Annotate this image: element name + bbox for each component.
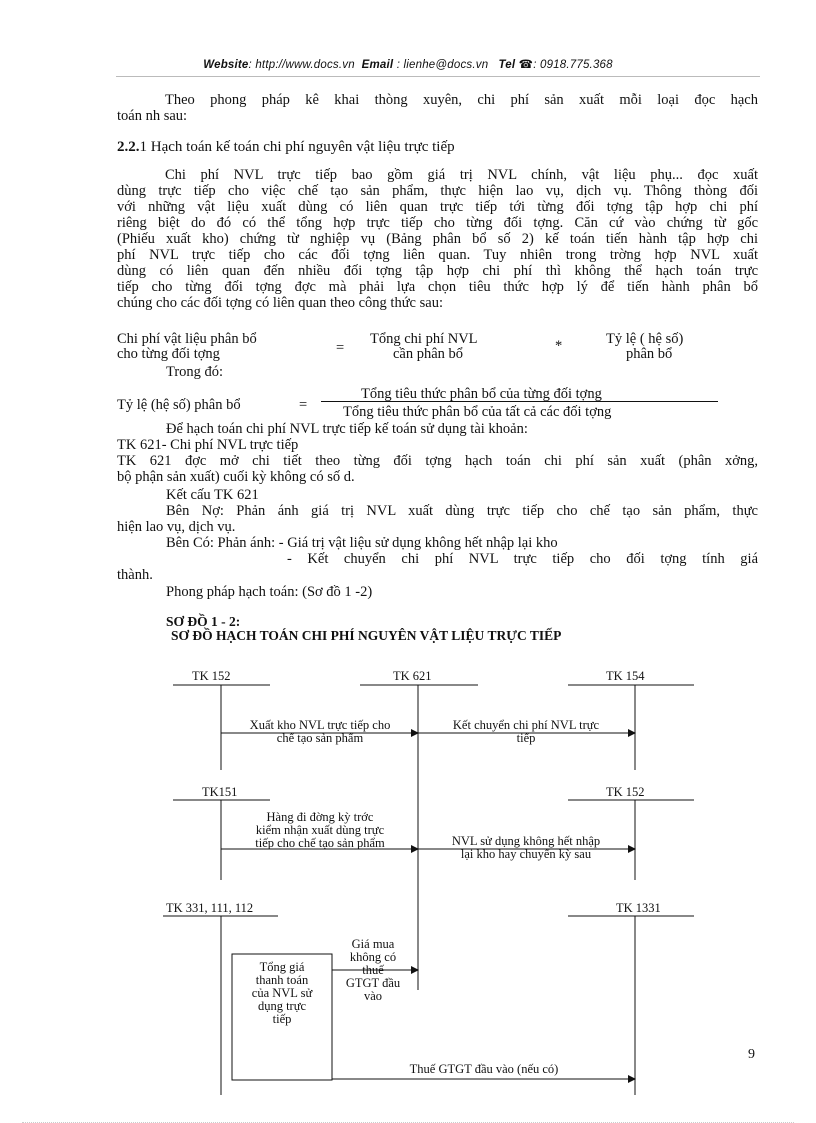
website-label: Website [203,59,249,71]
body-line: thành. [117,567,153,583]
arrow1-line: Xuất kho NVL trực tiếp cho [249,718,391,732]
body-line: - Kết chuyển chi phí NVL trực tiếp cho đối tợng tính giá [287,551,758,567]
arrow2-text [419,719,633,745]
arrow4-text [419,835,633,861]
para1-line: với những vật liệu xuất dùng có liên quan trực tiếp tới từng đối tợng tập hợp chi phí [117,199,758,215]
arrow2-line: Kết chuyển chi phí NVL trực [452,718,600,732]
tk151-label: TK151 [202,785,238,799]
arrow5-line: Giá mua [351,937,395,951]
tel-label: Tel ☎ [498,59,534,71]
tk621-label: TK 621 [393,669,432,683]
arrow4-line: lại kho hay chuyển kỳ sau [460,847,592,861]
body-line: Để hạch toán chi phí NVL trực tiếp kế toán sử dụng tài khoản: [166,421,528,437]
box-line: dụng trực [257,999,307,1013]
tk154-label: TK 154 [606,669,645,683]
email-value: : lienhe@docs.vn [396,59,489,71]
trong-do: Trong đó: [166,364,224,380]
section-title: 1 Hạch toán kế toán chi phí nguyên vật liệu trực tiếp [139,139,455,155]
para1-line: tiếp cho từng đối tợng đợc mà phải lựa chọn tiêu thức hợp lý để tiến hành phân bổ [117,279,758,295]
arrow3-line: Hàng đi đờng kỳ trớc [266,810,374,824]
arrow5-line: vào [363,989,383,1003]
para1-line: (Phiếu xuất kho) chứng từ nghiệp vụ (Bảng phân bổ số 2) kế toán tiến hành tập hợp chi [117,231,758,247]
body-line: TK 621- Chi phí NVL trực tiếp [117,437,299,453]
para1-line: chúng cho các đối tợng có liên quan theo công thức sau: [117,295,443,311]
formula1-multiply: * [555,338,563,354]
email-label: Email [361,59,394,71]
diagram-label: SƠ ĐỒ 1 - 2: [166,614,241,629]
formula1-mid-2: cần phân bổ [393,346,464,362]
arrow6-text: Thuế GTGT đầu vào (nếu có) [409,1062,559,1076]
body-line: Bên Có: Phản ánh: - Giá trị vật liệu sử dụng không hết nhập lại kho [166,535,558,551]
intro-line: toán nh sau: [117,108,188,124]
body-line: Phong pháp hạch toán: (Sơ đồ 1 -2) [166,584,373,600]
para1-line: phí NVL trực tiếp cho các đối tợng liên quan. Tuy nhiên trong trờng hợp NVL xuất [117,247,758,263]
page-number: 9 [748,1047,755,1062]
tk152b-label: TK 152 [606,785,645,799]
arrow5-line: thuế [362,963,384,977]
para1-line: Chi phí NVL trực tiếp bao gồm giá trị NVL chính, vật liệu phụ... đọc xuất [165,167,758,183]
tk331-label: TK 331, 111, 112 [166,901,254,915]
formula2-denominator: Tổng tiêu thức phân bổ của tất cả các đối tợng [343,404,612,420]
box-line: Tổng giá [259,960,305,974]
tk152-label: TK 152 [192,669,231,683]
body-line: Bên Nợ: Phản ánh giá trị NVL xuất dùng trực tiếp cho chế tạo sản phẩm, thực [166,503,758,519]
box-text [234,961,330,1026]
arrow4-line: NVL sử dụng không hết nhập [451,834,601,848]
arrow5-line: GTGT đầu [345,976,401,990]
formula2-numerator: Tổng tiêu thức phân bổ của từng đối tợng [361,386,602,402]
arrow3-line: kiểm nhận xuất dùng trực [255,823,385,837]
body-line: bộ phận sản xuất) cuối kỳ không có số d. [117,469,355,485]
box-line: thanh toán [255,973,309,987]
section-number: 2.2. [117,139,140,155]
formula2-equals: = [299,397,308,413]
formula1-left-1: Chi phí vật liệu phân bổ [117,331,257,347]
arrow1-text [222,719,418,745]
tel-value: : 0918.775.368 [533,59,613,71]
formula2-left: Tỷ lệ (hệ số) phân bổ [117,397,241,413]
body-line: Kết cấu TK 621 [166,487,259,503]
para1-line: riêng biệt do đó có thể tổng hợp trực tiếp cho từng đối tợng. Căn cứ vào chứng từ gốc [117,215,758,231]
formula1-left-2: cho từng đối tợng [117,346,220,362]
formula1-right-1: Tỷ lệ ( hệ số) [606,331,684,347]
formula1-right-2: phân bổ [626,346,673,362]
box-line: tiếp [272,1012,292,1026]
diagram-title: SƠ ĐỒ HẠCH TOÁN CHI PHÍ NGUYÊN VẬT LIỆU TRỰC TIẾP [171,628,562,643]
arrow5-line: không có [349,950,397,964]
formula1-mid-1: Tổng chi phí NVL [370,331,478,347]
website-value: : http://www.docs.vn [248,59,355,71]
body-line: hiện lao vụ, dịch vụ. [117,519,236,535]
tk1331-label: TK 1331 [616,901,661,915]
arrow2-line: tiếp [516,731,536,745]
formula1-equals: = [336,340,345,356]
intro-line: Theo phong pháp kê khai thòng xuyên, chi phí sản xuất mỗi loại đọc hạch [165,92,758,108]
arrow3-line: tiếp cho chế tạo sản phẩm [255,836,385,850]
body-line: TK 621 đợc mở chi tiết theo từng đối tợng hạch toán chi phí sản xuất (phân xởng, [117,453,758,469]
arrow3-text [222,811,418,850]
para1-line: dùng có liên quan đến nhiều đối tợng tập hợp chi phí thì không thể hạch toán trực [117,263,758,279]
arrow1-line: chế tạo sản phẩm [276,731,364,745]
box-line: của NVL sử [251,986,313,1000]
arrow5-text [340,938,406,1003]
para1-line: dùng trực tiếp cho việc chế tạo sản phẩm, thực hiện lao vụ, dịch vụ. Thông thòng đối [117,183,758,199]
